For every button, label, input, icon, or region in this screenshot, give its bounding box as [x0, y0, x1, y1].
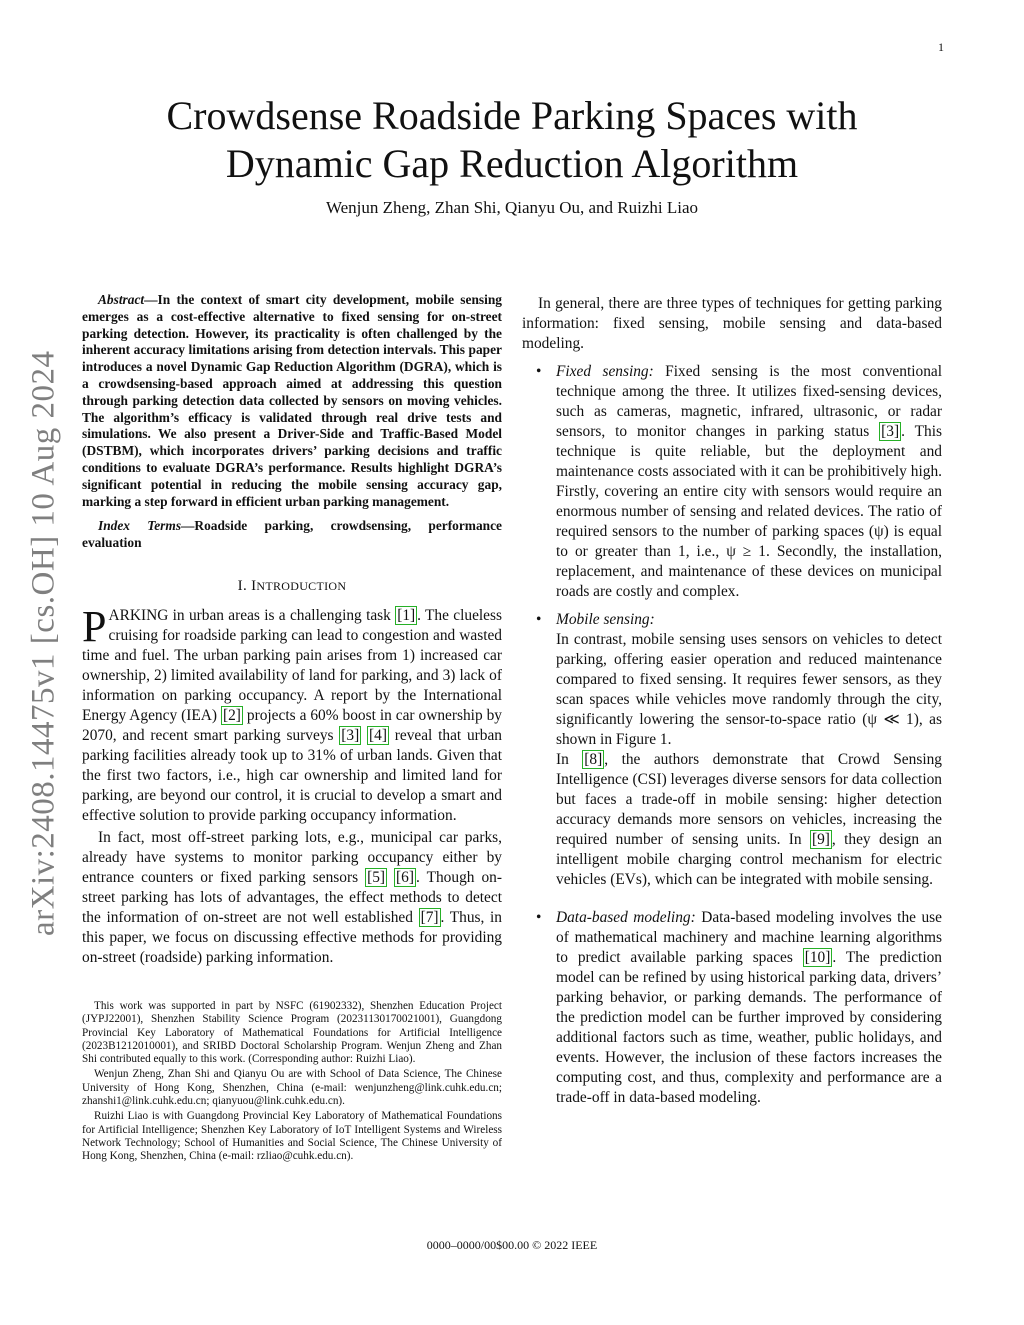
right-column — [522, 292, 942, 1116]
intro-paragraph-3: In general, there are three types of techniques for getting parking information: fixed sensing, mobile sensing and data-based modeling. — [522, 295, 942, 352]
citation-link[interactable]: [9] — [811, 831, 830, 848]
drop-cap: P — [82, 601, 107, 651]
mobile-sensing-paragraph-2 — [556, 750, 942, 890]
text-run: . The clueless cruising for roadside parking can lead to congestion and wasted time and fuel. The urban parking pain arises from 1) increased car ownership, 2) limited availability of land for parking, and 3) lack of information on parking occupancy. A report by the International Energy Agency (IEA) — [82, 606, 502, 724]
citation-link[interactable]: [2] — [222, 706, 241, 724]
text-run: , they design an intelligent mobile charging control mechanism for electric vehicles (EVs), which can be integrated with mobile sensing. — [556, 831, 942, 888]
text-run: . This technique is quite reliable, but the deployment and maintenance costs associated with it can be prohibitively high. Firstly, covering an entire city with sensors would require an enormous number of sensing and related devices. The ratio of required sensors to the number of parking spaces (ψ) is equal to or greater than 1, i.e., ψ ≥ 1. Secondly, the installation, replacement, and maintenance of these devices on municipal roads are costly and complex. — [556, 423, 942, 600]
abstract — [82, 292, 502, 510]
text-run: In fact, most off-street parking lots, e.g., municipal car parks, already have systems to monitor parking occupancy either by entrance counters or fixed parking sensors — [82, 828, 502, 886]
section-numeral: I. — [237, 577, 248, 594]
list-item-fixed-sensing — [522, 362, 942, 602]
index-terms-text: —Roadside parking, crowdsensing, performance evaluation — [82, 518, 502, 551]
text-run: reveal that urban parking facilities already took up to 31% of urban lands. Given that the first two factors, i.e., high car ownership and limited land for parking, are beyond our control, it is crucial to develop a smart and effective solution to provide parking occupancy information. — [82, 726, 502, 824]
citation-link[interactable]: [4] — [369, 726, 387, 744]
citation-link[interactable]: [7] — [420, 908, 439, 926]
intro-paragraph-1 — [82, 601, 502, 826]
list-item-mobile-sensing — [522, 610, 942, 890]
text-run — [387, 869, 394, 886]
text-run: projects a 60% boost in car ownership by 2070, and recent smart parking surveys — [82, 706, 502, 744]
text-run: In — [556, 751, 583, 768]
footnote-affiliation-2: Ruizhi Liao is with Guangdong Provincial Key Laboratory of Mathematical Foundations for Artificial Intelligence; Shenzhen Key Laboratory of IoT Intelligent Systems and Wireless Network Technology; School of Humanities and Social Science, The Chinese University of Hong Kong, Shenzhen, China (e-mail: rzliao@cuhk.edu.cn). — [82, 1110, 502, 1163]
list-item-data-based-modeling — [522, 908, 942, 1108]
page-number: 1 — [938, 40, 944, 54]
index-terms — [82, 518, 502, 552]
term-fixed-sensing: Fixed sensing: — [556, 363, 654, 380]
citation-link[interactable]: [10] — [804, 949, 831, 966]
abstract-label: Abstract — [98, 292, 145, 307]
abstract-text: —In the context of smart city development, mobile sensing emerges as a cost-effective alternative to fixed sensing for on-street parking detection. However, its practicality is often challenged by the inherent accuracy limitations arising from detection intervals. This paper introduces a novel Dynamic Gap Reduction Algorithm (DGRA), which is a crowdsensing-based approach aimed at addressing this question through parking detection data collected by sensors on moving vehicles. The algorithm’s efficacy is validated through real drive tests and simulations. We also present a Driver-Side and Traffic-Based Model (DSTBM), which incorporates drivers’ parking decisions and traffic conditions to evaluate DGRA’s performance. Results highlight DGRA’s significant potential in reducing the mobile sensing accuracy gap, marking a step forward in efficient urban parking management. — [82, 292, 502, 509]
text-run: Fixed sensing is the most conventional technique among the three. It utilizes fixed-sensing devices, such as cameras, magnetic, infrared, ultrasonic, or radar sensors, to monitor changes in parking status — [556, 363, 943, 440]
footnote-affiliation-1: Wenjun Zheng, Zhan Shi and Qianyu Ou are with School of Data Science, The Chinese University of Hong Kong, Shenzhen, China (e-mail: wenjunzheng@link.cuhk.edu.cn; zhanshi1@link.cuhk.edu.cn; qianyuou@link.cuhk.edu.cn). — [82, 1068, 502, 1108]
text-run: . The prediction model can be refined by using historical parking data, drivers’ parking behavior, or parking demands. The performance of the prediction model can be further improved by considering additional factors such as time, weather, public holidays, and events. However, the inclusion of these factors increases the computing cost, and thus, complexity and performance are a trade-off in data-based modeling. — [556, 949, 943, 1106]
copyright-footer: 0000–0000/00$00.00 © 2022 IEEE — [426, 1238, 598, 1252]
text-run: . Thus, in this paper, we focus on discussing effective methods for providing on-street (roadside) parking information. — [82, 908, 502, 966]
technique-list — [522, 362, 942, 1108]
paper-title: Crowdsense Roadside Parking Spaces with Dynamic Gap Reduction Algorithm — [166, 93, 858, 186]
left-column — [82, 292, 502, 968]
footnotes — [82, 1000, 502, 1166]
citation-link[interactable]: [1] — [397, 606, 416, 624]
text-run: . Though on-street parking has lots of advantages, the effect methods to detect the information of on-street are not well established — [82, 868, 502, 926]
intro-paragraph-2 — [82, 828, 502, 968]
text-run: Data-based modeling involves the use of mathematical machinery and machine learning algorithms to predict available parking spaces — [556, 909, 942, 966]
section-first-letter: I — [251, 577, 257, 594]
term-data-based-modeling: Data-based modeling: — [556, 909, 696, 926]
text-run: , the authors demonstrate that Crowd Sensing Intelligence (CSI) leverages diverse sensors for data collection but faces a trade-off in mobile sensing: higher detection accuracy demands more sensors on vehicles, increasing the required number of sensing units. In — [556, 751, 942, 848]
section-heading-introduction — [82, 576, 502, 596]
mobile-sensing-paragraph-1: In contrast, mobile sensing uses sensors on vehicles to detect parking, offering easier operation and reduced maintenance compared to fixed sensing. It requires fewer sensors, as they scan spaces while vehicles move randomly through the city, significantly lowering the sensor-to-space ratio (ψ ≪ 1), as shown in Figure 1. — [556, 631, 942, 748]
citation-link[interactable]: [6] — [396, 868, 414, 886]
author-list: Wenjun Zheng, Zhan Shi, Qianyu Ou, and Ruizhi Liao — [325, 198, 699, 217]
citation-link[interactable]: [5] — [367, 868, 386, 886]
citation-link[interactable]: [8] — [584, 751, 603, 768]
footnote-funding: This work was supported in part by NSFC (61902332), Shenzhen Education Project (JYPJ22001), Shenzhen Stability Science Program (20231130170021001), Guangdong Provincial Key Laboratory of Mathematical Foundations for Artificial Intelligence (2023B1212010001), and SRIBD Doctoral Scholarship Program. Wenjun Zheng and Zhan Shi contributed equally to this work. (Corresponding author: Ruizhi Liao). — [82, 1000, 502, 1066]
citation-link[interactable]: [3] — [341, 726, 360, 744]
index-terms-label: Index Terms — [98, 518, 182, 534]
text-run: ARKING in urban areas is a challenging task — [108, 606, 396, 624]
citation-link[interactable]: [3] — [881, 423, 900, 440]
section-title-rest: NTRODUCTION — [256, 578, 347, 593]
arxiv-identifier-stamp[interactable]: arXiv:2408.14475v1 [cs.OH] 10 Aug 2024 — [25, 350, 62, 936]
term-mobile-sensing: Mobile sensing: — [556, 611, 655, 628]
